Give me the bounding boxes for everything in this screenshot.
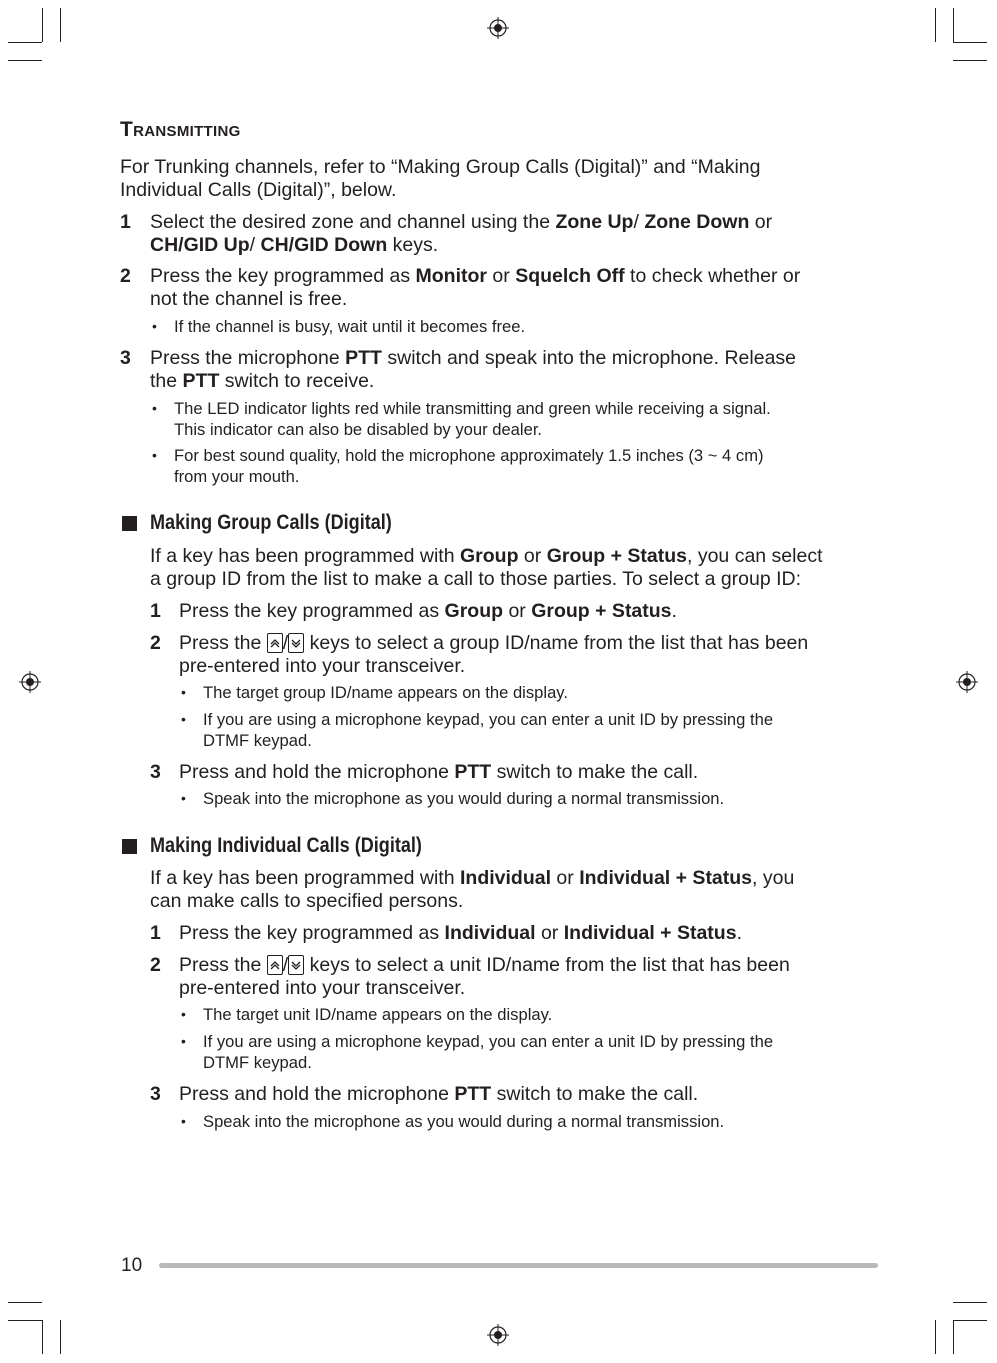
note-text: The LED indicator lights red while transmitting and green while receiving a signal. — [174, 399, 771, 418]
heading-square-icon — [122, 839, 137, 854]
step-number: 1 — [120, 211, 131, 233]
step-number: 3 — [150, 1083, 161, 1105]
bullet: • — [152, 318, 157, 334]
crop-mark — [953, 42, 987, 43]
step-text: Press and hold the microphone PTT switch to make the call. — [179, 761, 699, 783]
crop-mark — [8, 1302, 42, 1303]
note-text: The target group ID/name appears on the display. — [203, 683, 568, 702]
crop-mark — [8, 1320, 42, 1321]
note-text: If the channel is busy, wait until it becomes free. — [174, 317, 526, 336]
note-text: DTMF keypad. — [203, 1053, 312, 1072]
step-text: Select the desired zone and channel using the Zone Up/ Zone Down or — [150, 211, 773, 233]
registration-mark-icon — [487, 17, 509, 39]
step-text: Press the key programmed as Individual or Individual + Status. — [179, 922, 742, 944]
intro-line: Individual Calls (Digital)”, below. — [120, 179, 397, 201]
crop-mark — [42, 1320, 43, 1354]
step-number: 2 — [150, 632, 161, 654]
chevron-down-icon — [288, 633, 304, 653]
step-text: not the channel is free. — [150, 288, 348, 310]
step-text: Press and hold the microphone PTT switch to make the call. — [179, 1083, 699, 1105]
bullet: • — [181, 684, 186, 700]
chevron-up-icon — [267, 955, 283, 975]
step-text: Press the key programmed as Monitor or Squelch Off to check whether or — [150, 265, 801, 287]
step-number: 2 — [120, 265, 131, 287]
registration-mark-icon — [19, 671, 41, 693]
crop-mark — [935, 8, 936, 42]
step-number: 2 — [150, 954, 161, 976]
crop-mark — [60, 8, 61, 42]
step-number: 3 — [150, 761, 161, 783]
intro-line: For Trunking channels, refer to “Making Group Calls (Digital)” and “Making — [120, 156, 761, 178]
individual-intro: can make calls to specified persons. — [150, 890, 464, 912]
crop-mark — [8, 60, 42, 61]
note-text: from your mouth. — [174, 467, 300, 486]
bullet: • — [181, 1006, 186, 1022]
group-intro: If a key has been programmed with Group or Group + Status, you can select — [150, 545, 823, 567]
step-text: Press the microphone PTT switch and speak into the microphone. Release — [150, 347, 797, 369]
page-number: 10 — [121, 1255, 143, 1276]
crop-mark — [953, 1302, 987, 1303]
step-text: Press the / keys to select a group ID/name from the list that has been — [179, 632, 809, 654]
bullet: • — [181, 1113, 186, 1129]
note-text: If you are using a microphone keypad, you can enter a unit ID by pressing the — [203, 1032, 774, 1051]
step-number: 3 — [120, 347, 131, 369]
step-text: Press the / keys to select a unit ID/name from the list that has been — [179, 954, 790, 976]
group-heading: Making Group Calls (Digital) — [150, 511, 392, 534]
crop-mark — [953, 1320, 954, 1354]
crop-mark — [953, 8, 954, 42]
chevron-up-icon — [267, 633, 283, 653]
footer-rule — [159, 1263, 878, 1268]
step-text: CH/GID Up/ CH/GID Down keys. — [150, 234, 439, 256]
crop-mark — [935, 1320, 936, 1354]
step-number: 1 — [150, 600, 161, 622]
crop-mark — [60, 1320, 61, 1354]
heading-square-icon — [122, 516, 137, 531]
crop-mark — [953, 60, 987, 61]
group-intro: a group ID from the list to make a call to those parties. To select a group ID: — [150, 568, 802, 590]
bullet: • — [181, 711, 186, 727]
note-text: This indicator can also be disabled by your dealer. — [174, 420, 543, 439]
individual-heading: Making Individual Calls (Digital) — [150, 834, 422, 857]
registration-mark-icon — [487, 1324, 509, 1346]
step-number: 1 — [150, 922, 161, 944]
step-text: pre-entered into your transceiver. — [179, 977, 466, 999]
note-text: DTMF keypad. — [203, 731, 312, 750]
bullet: • — [181, 1033, 186, 1049]
crop-mark — [953, 1320, 987, 1321]
note-text: Speak into the microphone as you would during a normal transmission. — [203, 789, 725, 808]
note-text: If you are using a microphone keypad, you can enter a unit ID by pressing the — [203, 710, 774, 729]
note-text: For best sound quality, hold the microphone approximately 1.5 inches (3 ~ 4 cm) — [174, 446, 764, 465]
section-title: Transmitting — [120, 118, 241, 141]
note-text: Speak into the microphone as you would during a normal transmission. — [203, 1112, 725, 1131]
individual-intro: If a key has been programmed with Individual or Individual + Status, you — [150, 867, 795, 889]
registration-mark-icon — [956, 671, 978, 693]
bullet: • — [152, 400, 157, 416]
chevron-down-icon — [288, 955, 304, 975]
note-text: The target unit ID/name appears on the display. — [203, 1005, 553, 1024]
crop-mark — [42, 8, 43, 42]
step-text: the PTT switch to receive. — [150, 370, 375, 392]
step-text: pre-entered into your transceiver. — [179, 655, 466, 677]
crop-mark — [8, 42, 42, 43]
bullet: • — [181, 790, 186, 806]
step-text: Press the key programmed as Group or Group + Status. — [179, 600, 677, 622]
bullet: • — [152, 447, 157, 463]
